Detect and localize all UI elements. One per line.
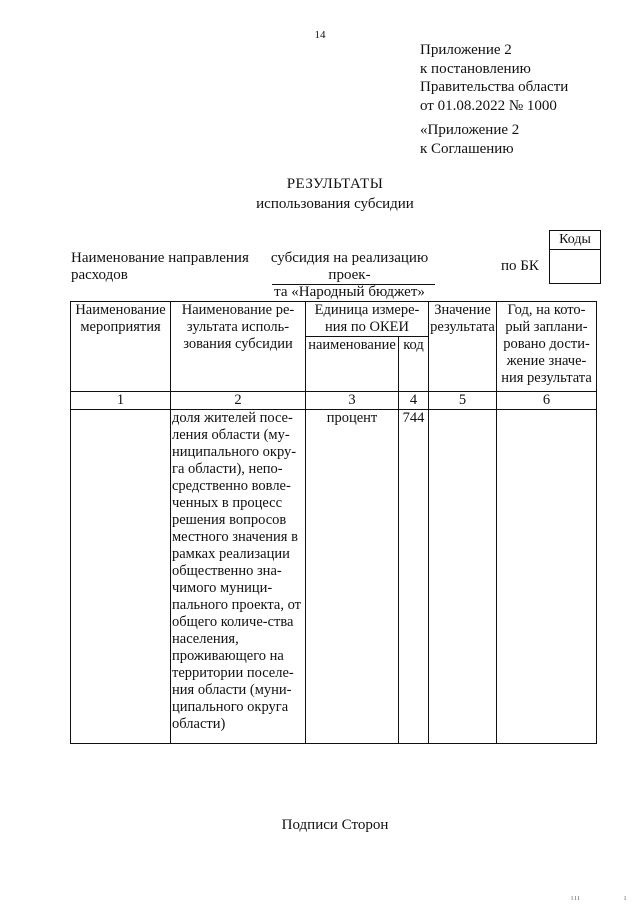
- column-number: 2: [171, 392, 306, 410]
- column-number: 3: [306, 392, 399, 410]
- column-number: 6: [497, 392, 597, 410]
- header-unit-name: наименование: [306, 337, 399, 392]
- appendix-line: от 01.08.2022 № 1000: [420, 97, 557, 114]
- corner-mark: ı: [624, 893, 627, 902]
- column-number: 4: [399, 392, 429, 410]
- direction-underline: [272, 284, 435, 285]
- appendix-line: «Приложение 2: [420, 122, 520, 138]
- header-value: Значение результата: [429, 302, 497, 392]
- appendix-line: к Соглашению: [420, 140, 514, 157]
- header-event: Наименование мероприятия: [71, 302, 171, 392]
- direction-value-line: субсидия на реализацию проек-: [270, 250, 429, 283]
- cell-indicator: доля жителей посе-ления области (му-ниципального окру-га области), непо-средственно вовле-ченных в процесс решения вопросов местного значения в рамках реализации общественно зна-чимого муници-пального проекта, от общего количе-ства населения, проживающего на территории поселе-ния области (муни-ципального округа области): [171, 410, 306, 744]
- header-unit-okei: Единица измере-ния по ОКЕИ: [306, 302, 429, 337]
- appendix-line: к постановлению: [420, 60, 531, 77]
- cell-year: [497, 410, 597, 744]
- cell-code: 744: [399, 410, 429, 744]
- codes-header: Коды: [549, 230, 601, 250]
- direction-value-line: та «Народный бюджет»: [274, 284, 425, 300]
- corner-mark: ııı: [571, 893, 581, 902]
- direction-label: [71, 250, 249, 284]
- page-number: 14: [314, 29, 326, 41]
- cell-event: [71, 410, 171, 744]
- appendix-block: [420, 41, 568, 115]
- header-indicator: Наименование ре-зультата исполь-зования субсидии: [171, 302, 306, 392]
- header-unit-code: код: [399, 337, 429, 392]
- appendix-block-agreement: [420, 121, 519, 158]
- po-bk-label: по БК: [501, 258, 539, 274]
- direction-label-line: Наименование направления: [71, 250, 249, 266]
- column-number: 1: [71, 392, 171, 410]
- cell-value: [429, 410, 497, 744]
- results-table: [70, 301, 597, 744]
- column-number: 5: [429, 392, 497, 410]
- direction-value: [256, 250, 443, 301]
- cell-unit: процент: [306, 410, 399, 744]
- table-row: [71, 410, 597, 744]
- table-row-numbers: [71, 392, 597, 410]
- header-year: Год, на кото-рый заплани-ровано дости-жение значе-ния результата: [497, 302, 597, 392]
- direction-label-line: расходов: [71, 267, 128, 283]
- appendix-line: Правительства области: [420, 79, 569, 95]
- signatures-heading: Подписи Сторон: [281, 817, 389, 833]
- document-subtitle: использования субсидии: [256, 196, 414, 212]
- codes-box: [549, 249, 601, 284]
- appendix-line: Приложение 2: [420, 42, 512, 58]
- document-title: РЕЗУЛЬТАТЫ: [286, 176, 384, 192]
